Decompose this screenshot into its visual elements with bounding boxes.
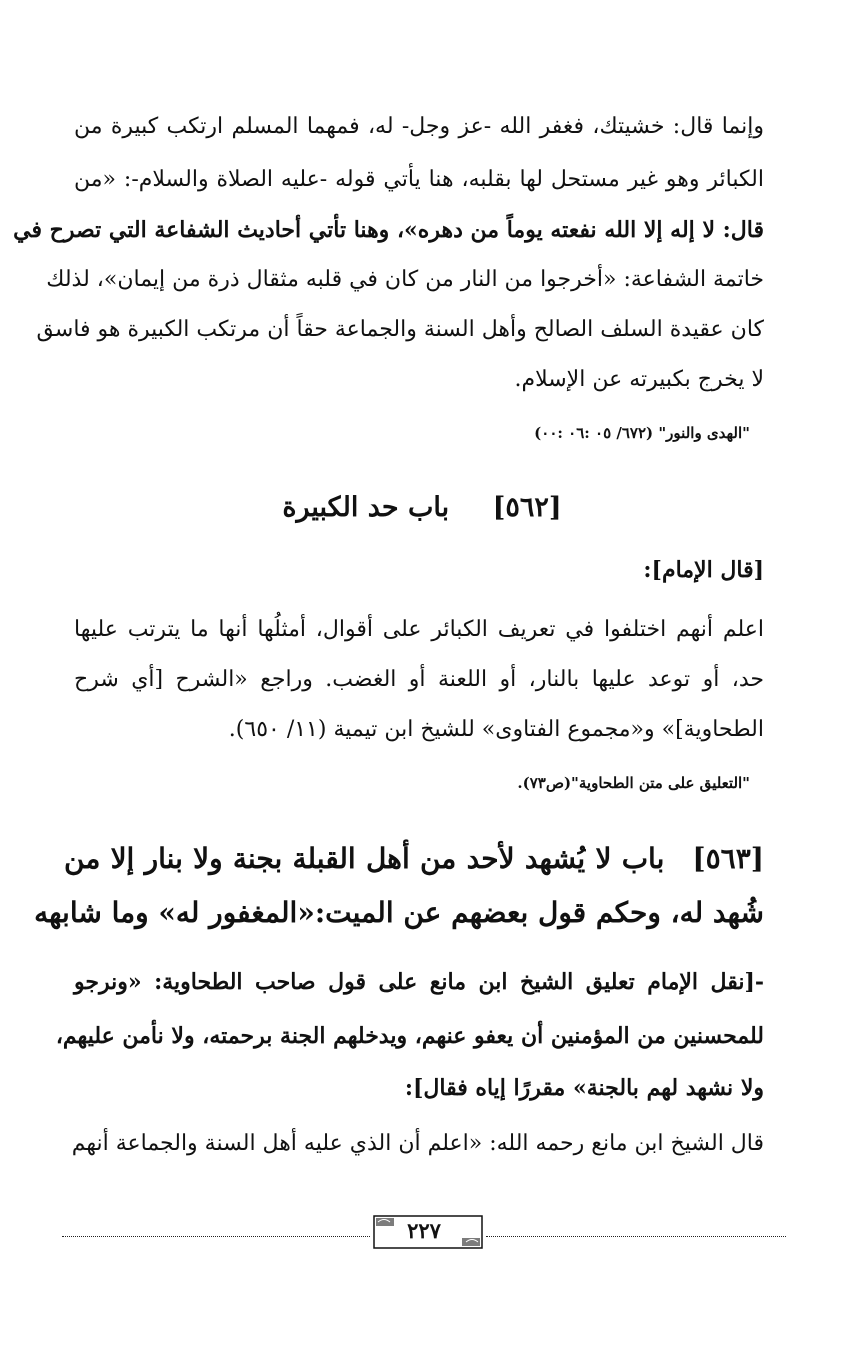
page-number: ٢٢٧ <box>407 1218 441 1243</box>
section-heading-563 <box>64 842 764 875</box>
speaker-label: [قال الإمام]: <box>643 557 764 583</box>
footer-rule-left <box>62 1236 370 1237</box>
section-number: [٥٦٢] <box>492 492 562 523</box>
paragraph-line: لا يخرج بكبيرته عن الإسلام. <box>514 367 764 392</box>
paragraph-line: حد، أو توعد عليها بالنار، أو اللعنة أو الغضب. وراجع «الشرح [أي شرح <box>74 667 764 692</box>
section-title-line: باب لا يُشهد لأحد من أهل القبلة بجنة ولا بنار إلا من <box>64 842 665 875</box>
source-citation: "الهدى والنور" (٦٧٢/ ٠٥ :٠٦ :٠٠) <box>534 424 750 442</box>
paragraph-line: وإنما قال: خشيتك، فغفر الله -عز وجل- له، فمهما المسلم ارتكب كبيرة من <box>74 114 764 139</box>
page-number-frame <box>372 1214 484 1250</box>
paragraph-line: الطحاوية]» و«مجموع الفتاوى» للشيخ ابن تيمية (١١/ ٦٥٠). <box>228 717 764 742</box>
section-title: باب حد الكبيرة <box>282 492 450 523</box>
editor-note-line: -[نقل الإمام تعليق الشيخ ابن مانع على قول صاحب الطحاوية: «ونرجو <box>74 969 764 995</box>
paragraph-line: قال الشيخ ابن مانع رحمه الله: «اعلم أن الذي عليه أهل السنة والجماعة أنهم <box>71 1131 764 1156</box>
section-heading-562 <box>0 492 844 523</box>
paragraph-line: الكبائر وهو غير مستحل لها بقلبه، هنا يأتي قوله -عليه الصلاة والسلام-: «من <box>74 167 764 192</box>
paragraph-line: كان عقيدة السلف الصالح وأهل السنة والجماعة حقاً أن مرتكب الكبيرة هو فاسق <box>36 317 764 342</box>
section-number: [٥٦٣] <box>692 842 764 875</box>
section-title-line: شُهد له، وحكم قول بعضهم عن الميت:«المغفور له» وما شابهه <box>34 896 764 929</box>
footer-rule-right <box>486 1236 786 1237</box>
source-citation: "التعليق على متن الطحاوية"(ص٧٣). <box>517 774 750 792</box>
editor-note-line: للمحسنين من المؤمنين أن يعفو عنهم، ويدخلهم الجنة برحمته، ولا نأمن عليهم، <box>55 1023 764 1049</box>
paragraph-line: خاتمة الشفاعة: «أخرجوا من النار من كان في قلبه مثقال ذرة من إيمان»، لذلك <box>46 267 764 292</box>
paragraph-line: اعلم أنهم اختلفوا في تعريف الكبائر على أقوال، أمثلُها أنها ما يترتب عليها <box>74 617 764 642</box>
editor-note-line: ولا نشهد لهم بالجنة» مقررًا إياه فقال]: <box>404 1075 764 1101</box>
paragraph-line: قال: لا إله إلا الله نفعته يوماً من دهره»، وهنا تأتي أحاديث الشفاعة التي تصرح في <box>13 217 764 243</box>
